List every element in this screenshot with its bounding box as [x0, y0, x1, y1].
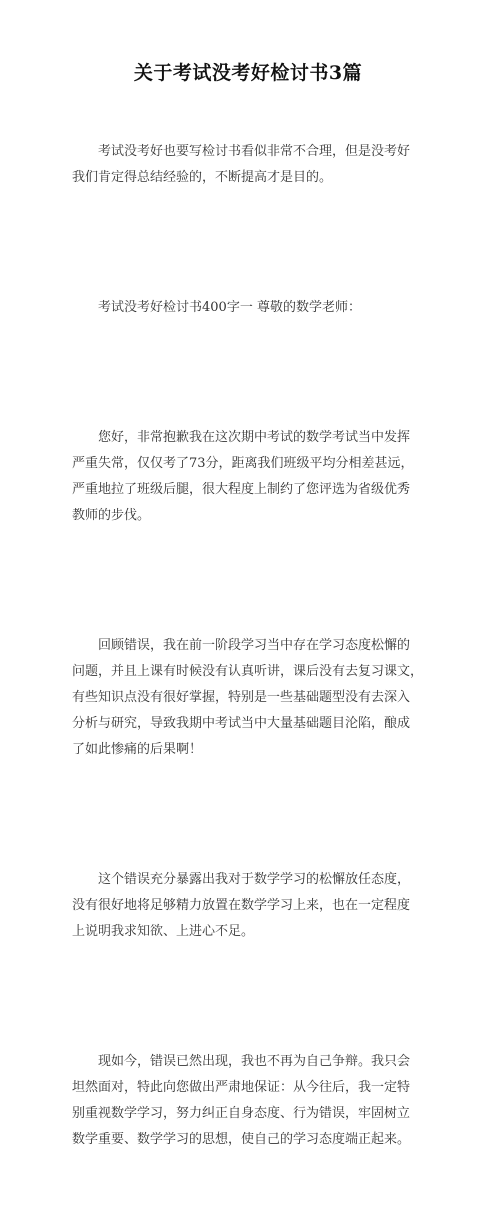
- text-line: 考试没考好也要写检讨书看似非常不合理，但是没考好: [98, 144, 411, 159]
- text-line: 考试没考好检讨书400字一 尊敬的数学老师：: [98, 300, 361, 315]
- paragraph: [72, 243, 428, 373]
- text-line: 了如此惨痛的后果啊！: [72, 742, 203, 757]
- document-body: [72, 87, 428, 1205]
- text-line: 分析与研究，导致我期中考试当中大量基础题目沦陷，酿成: [72, 716, 411, 731]
- text-line: 坦然面对，特此向您做出严肃地保证：从今往后，我一定特: [72, 1080, 411, 1095]
- text-line: 这个错误充分暴露出我对于数学学习的松懈放任态度，: [98, 872, 411, 887]
- text-line: 严重地拉了班级后腿，很大程度上制约了您评选为省级优秀: [72, 482, 411, 497]
- text-line: 严重失常，仅仅考了73分，距离我们班级平均分相差甚远，: [72, 456, 414, 471]
- text-line: 我们肯定得总结经验的，不断提高才是目的。: [72, 170, 333, 185]
- text-line: 问题，并且上课有时候没有认真听讲，课后没有去复习课文，: [72, 664, 424, 679]
- paragraph: [72, 87, 428, 243]
- text-line: 回顾错误，我在前一阶段学习当中存在学习态度松懈的: [98, 638, 411, 653]
- document-title: 关于考试没考好检讨书3篇: [133, 62, 363, 84]
- text-line: 现如今，错误已然出现，我也不再为自己争辩。我只会: [98, 1054, 411, 1069]
- paragraph: [72, 997, 428, 1205]
- paragraph: [72, 815, 428, 997]
- text-line: 教师的步伐。: [72, 508, 151, 523]
- text-line: 您好，非常抱歉我在这次期中考试的数学考试当中发挥: [98, 430, 411, 445]
- text-line: 上说明我求知欲、上进心不足。: [72, 924, 255, 939]
- text-line: 有些知识点没有很好掌握，特别是一些基础题型没有去深入: [72, 690, 411, 705]
- paragraph: [72, 373, 428, 581]
- paragraph: [72, 581, 428, 815]
- text-line: 数学重要、数学学习的思想，使自己的学习态度端正起来。: [72, 1132, 411, 1147]
- text-line: 别重视数学学习，努力纠正自身态度、行为错误，牢固树立: [72, 1106, 411, 1121]
- text-line: 没有很好地将足够精力放置在数学学习上来，也在一定程度: [72, 898, 411, 913]
